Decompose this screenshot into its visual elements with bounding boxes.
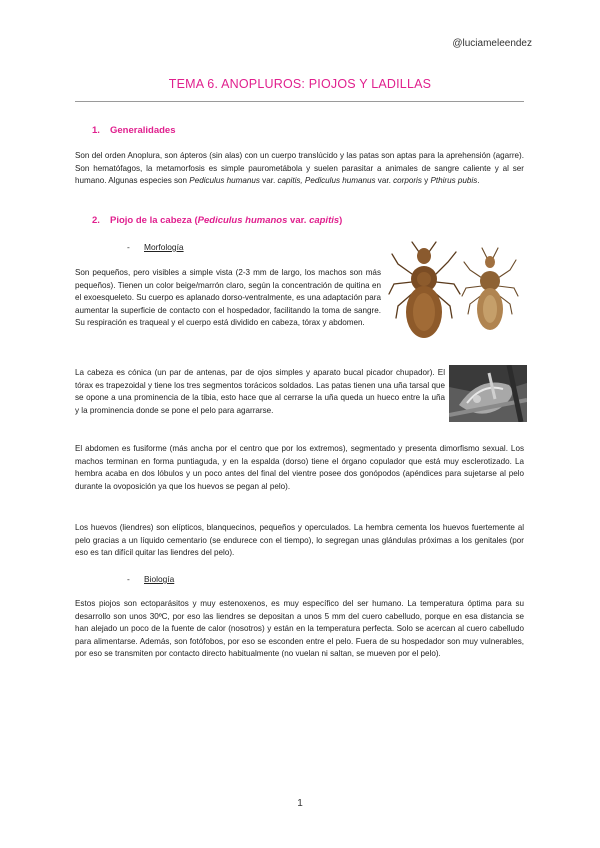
section-1-heading <box>92 125 175 136</box>
biologia-label: Biología <box>144 574 175 584</box>
biologia-paragraph: Estos piojos son ectoparásitos y muy estenoxenos, es muy específico del ser humano. La temperatura óptima para su desarrollo son unos 30ºC, por eso las liendres se depositan a unos 5 mm del cuero cabelludo, porque en esa distancia se han alejado un poco de la fuente de calor (nosotros) y están en la temperatura perfecta. Solo se acercan al cuero cabelludo para alimentarse. Además, son fotófobos, por eso se esconden entre el pelo. Fuera de su hospedador son muy vulnerables, por eso se transmiten por contacto directo habitualmente (no vuelan ni saltan, se mueven por el pelo). <box>75 599 524 659</box>
morfologia-subheading: - Morfología <box>127 242 184 252</box>
author-handle: @luciameleendez <box>452 38 532 49</box>
claw-micrograph-illustration <box>449 365 527 422</box>
lice-illustration <box>386 234 528 342</box>
page-number: 1 <box>297 798 303 809</box>
morfologia-paragraph-1: Son pequeños, pero visibles a simple vista (2-3 mm de largo, los machos son más pequeños). Tienen un color beige/marrón claro, según la concentración de quitina en el exoesqueleto. Su cuerpo es aplanado dorso-ventralmente, es una adaptación para aumentar la superficie de contacto con el hospedador, facilitando la toma de sangre. Su respiración es traqueal y el cuerpo está dividido en cabeza, tórax y abdomen. <box>75 268 381 328</box>
claw-micrograph <box>449 365 527 422</box>
page-title: TEMA 6. ANOPLUROS: PIOJOS Y LADILLAS <box>168 77 432 91</box>
title-divider <box>75 101 524 102</box>
section-1-number: 1. <box>92 125 100 136</box>
biologia-subheading: - Biología <box>127 574 175 584</box>
section-1-title: Generalidades <box>110 125 176 136</box>
section-2-number: 2. <box>92 215 100 226</box>
lice-photo <box>386 234 528 342</box>
morfologia-paragraph-3: El abdomen es fusiforme (más ancha por el centro que por los extremos), segmentado y presenta dimorfismo sexual. Los machos terminan en forma puntiaguda, y en la espalda (dorso) tiene el órgano copulador que está muy esclerotizado. La hembra acaba en dos lóbulos y un poco antes del final del vientre posee dos gonópodos (apéndices para sujetarse al pelo durante la ovoposición ya que los huevos se pegan al pelo). <box>75 444 524 491</box>
morfologia-paragraph-2a: La cabeza es cónica (un par de antenas, par de ojos simples y aparato bucal picador chupador). El tórax es trapezoidal y tiene los tres segmentos torácicos soldados. Las patas tienen una uña tarsal que se opone a una prominencia de la tibia, esto hace que al cerrarse la uña queda un hueco entre la uña y la prominencia donde se pone el pelo para agarrarse. <box>75 368 445 415</box>
generalidades-paragraph: Son del orden Anoplura, son ápteros (sin alas) con un cuerpo translúcido y las patas son aptas para la aprehensión (agarre). Son hematófagos, la metamorfosis es simple paurometábola y suelen parasitar a animales de sangre caliente y al ser humano. Algunas especies son Pediculus humanus var. capitis, Pediculus humanus var. corporis y Pthirus pubis. <box>75 151 524 186</box>
morfologia-paragraph-4: Los huevos (liendres) son elípticos, blanquecinos, pequeños y operculados. La hembra cementa los huevos fuertemente al pelo gracias a un líquido cementario (se endurece con el tiempo), lo segregan unas glándulas próximas a los genitales (por eso es tan difícil quitar las liendres del pelo). <box>75 523 524 558</box>
section-2-heading: 2. Piojo de la cabeza (Pediculus humanos var. capitis) <box>92 215 343 226</box>
morfologia-label: Morfología <box>144 242 184 252</box>
